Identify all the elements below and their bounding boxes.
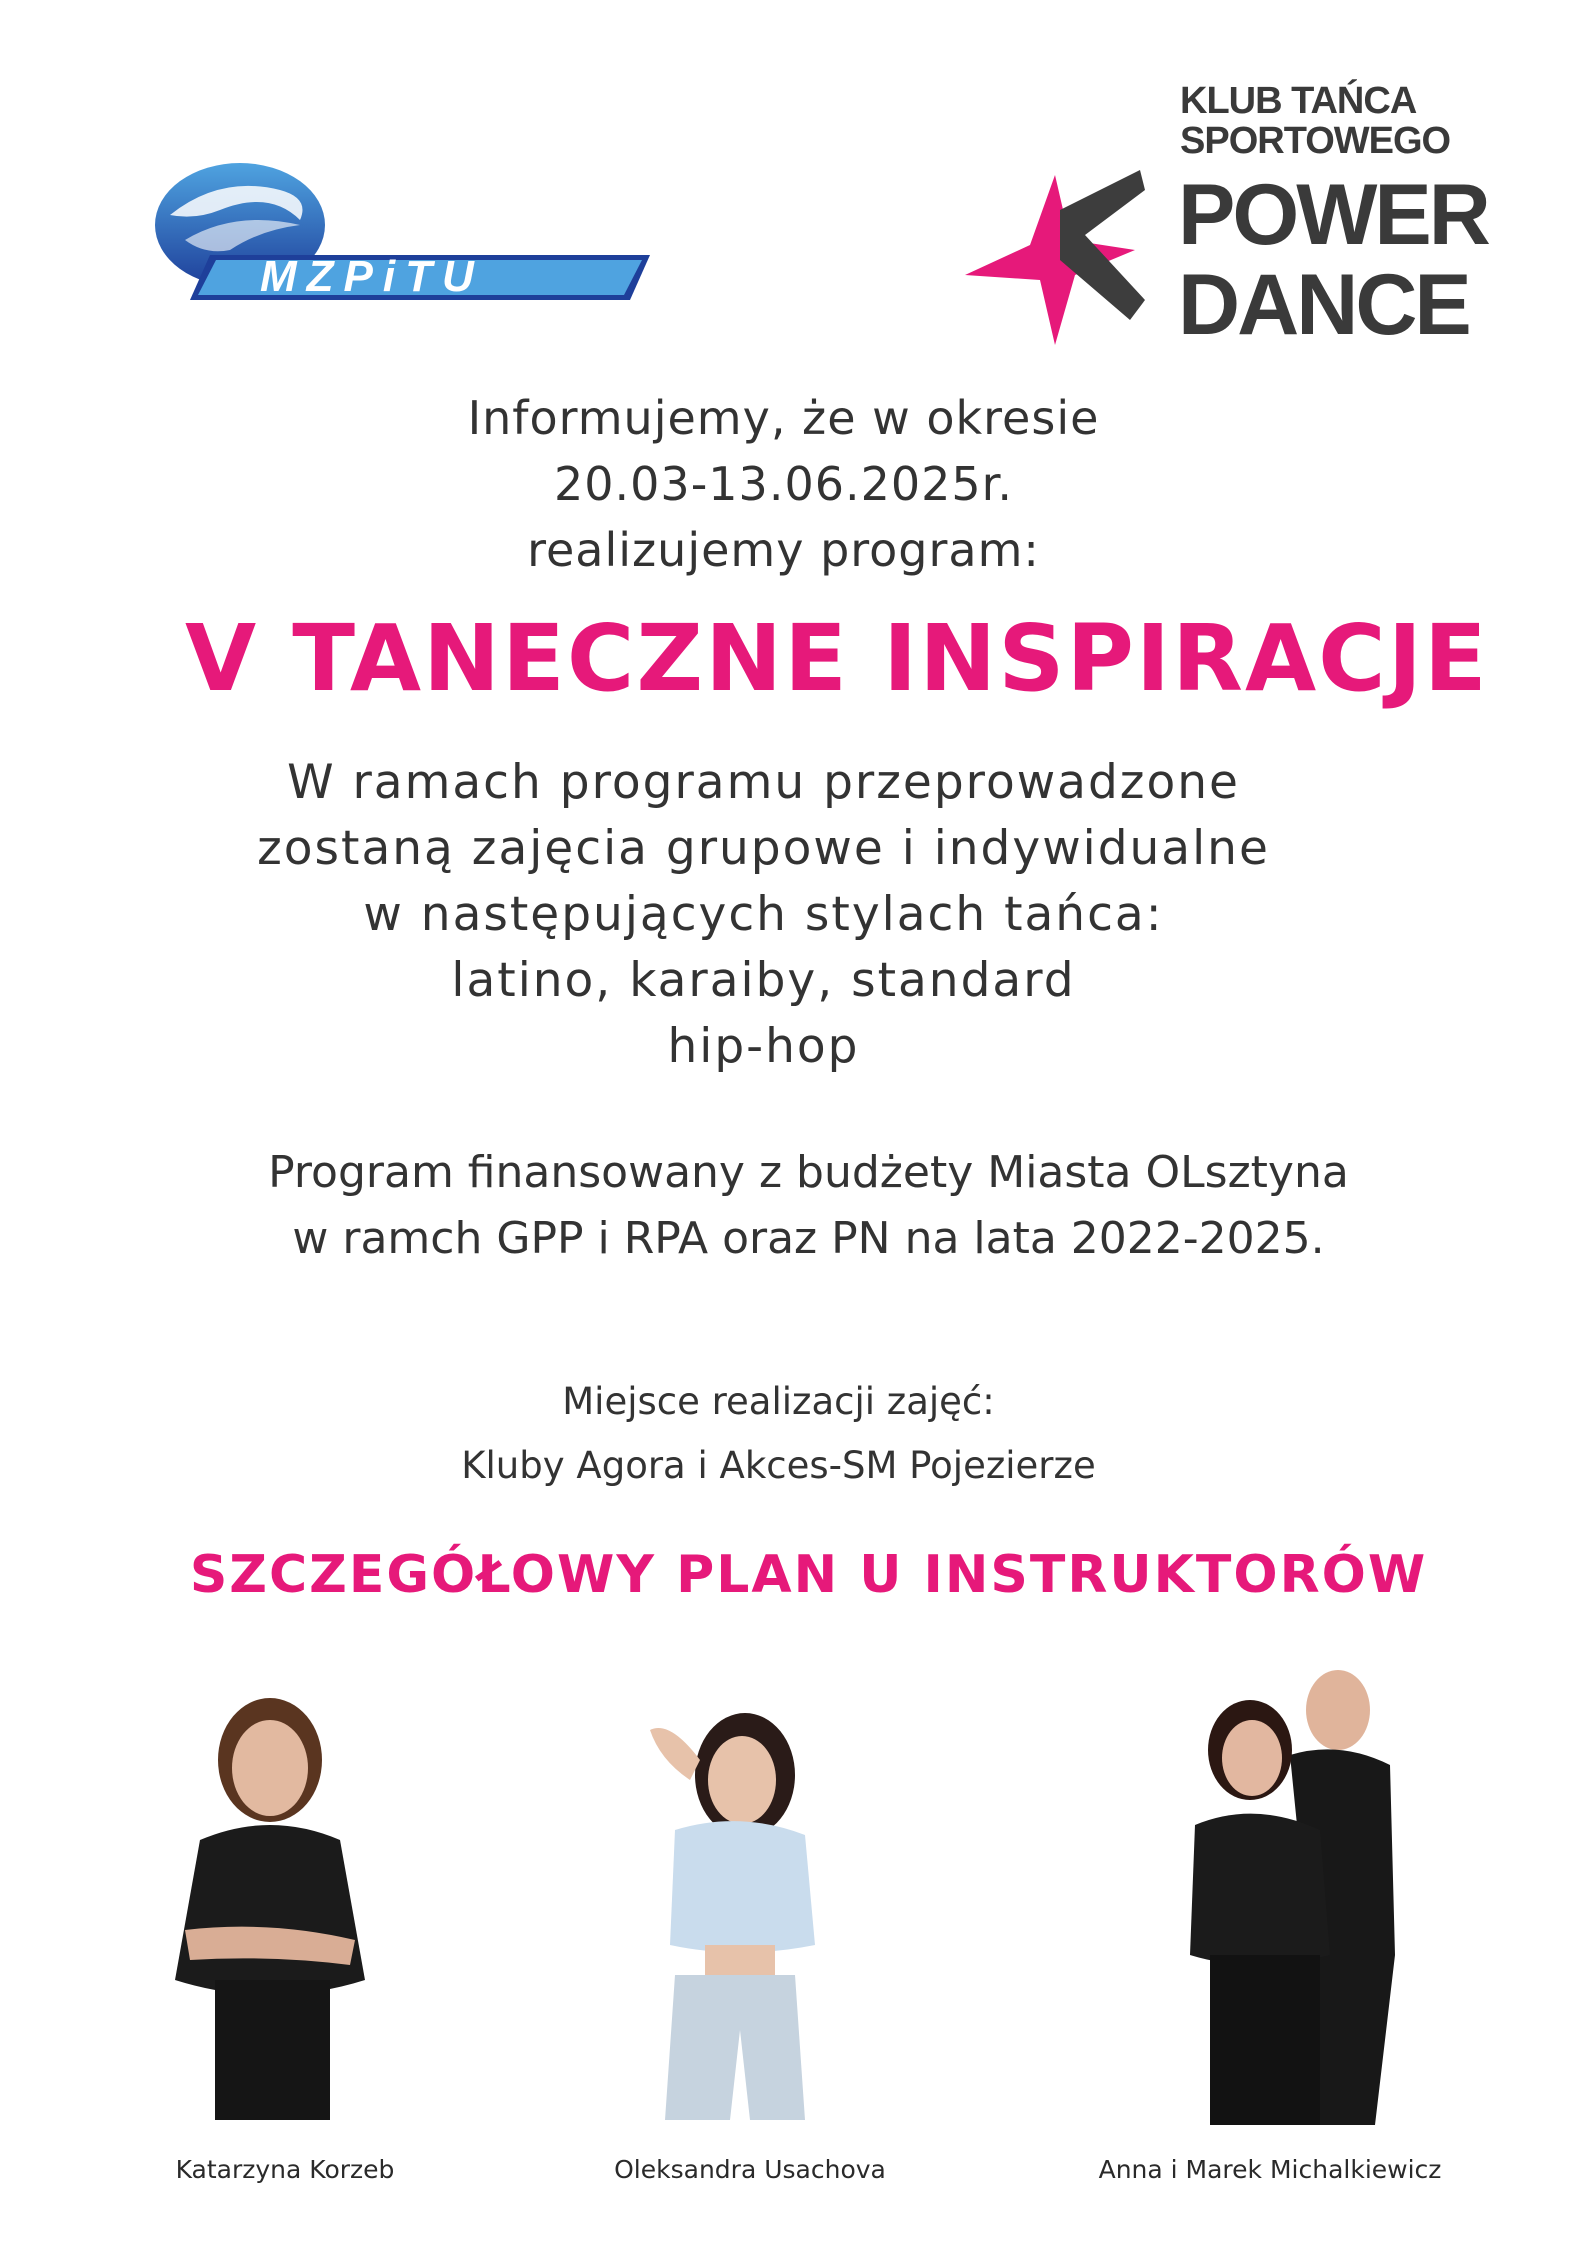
instructor-name-3: Anna i Marek Michalkiewicz xyxy=(1098,2155,1442,2184)
instructor-photo-katarzyna xyxy=(160,1690,380,2120)
logo-power: POWER xyxy=(1178,167,1488,263)
styles-line-2: zostaną zajęcia grupowe i indywidualne xyxy=(257,821,1270,876)
instructor-photo-anna-marek xyxy=(1170,1655,1420,2125)
venue-line-1: Miejsce realizacji zajęć: xyxy=(562,1380,995,1423)
venue-line-2: Kluby Agora i Akces-SM Pojezierze xyxy=(461,1444,1096,1487)
styles-line-1: W ramach programu przeprowadzone xyxy=(287,755,1240,810)
instructor-name-1: Katarzyna Korzeb xyxy=(175,2155,395,2184)
styles-line-4: latino, karaiby, standard xyxy=(451,953,1076,1008)
intro-line-3: realizujemy program: xyxy=(527,523,1040,577)
logo-club-line1: KLUB TAŃCA xyxy=(1180,80,1417,122)
logo-club-line2: SPORTOWEGO xyxy=(1180,120,1451,162)
program-title: V TANECZNE INSPIRACJE xyxy=(185,605,1489,712)
financing-line-2: w ramch GPP i RPA oraz PN na lata 2022-2025. xyxy=(292,1213,1325,1264)
intro-text xyxy=(0,385,1577,583)
intro-line-1: Informujemy, że w okresie xyxy=(467,391,1100,445)
instructor-photo-oleksandra xyxy=(630,1700,840,2120)
mzpitu-logo-text: MZPiTU xyxy=(260,252,484,301)
financing-text xyxy=(15,1140,1587,1272)
plan-heading: SZCZEGÓŁOWY PLAN U INSTRUKTORÓW xyxy=(189,1545,1428,1605)
styles-line-3: w następujących stylach tańca: xyxy=(363,887,1164,942)
mzpitu-logo xyxy=(150,160,650,310)
intro-line-2: 20.03-13.06.2025r. xyxy=(554,457,1013,511)
logo-dance: DANCE xyxy=(1178,257,1469,353)
instructor-name-2: Oleksandra Usachova xyxy=(614,2155,886,2184)
star-k-icon xyxy=(960,170,1160,370)
financing-line-1: Program finansowany z budżety Miasta OLsztyna xyxy=(268,1147,1349,1198)
venue-text xyxy=(0,1370,1572,1498)
dance-styles-text xyxy=(0,750,1557,1080)
styles-line-5: hip-hop xyxy=(667,1019,860,1074)
power-dance-logo xyxy=(960,70,1488,370)
